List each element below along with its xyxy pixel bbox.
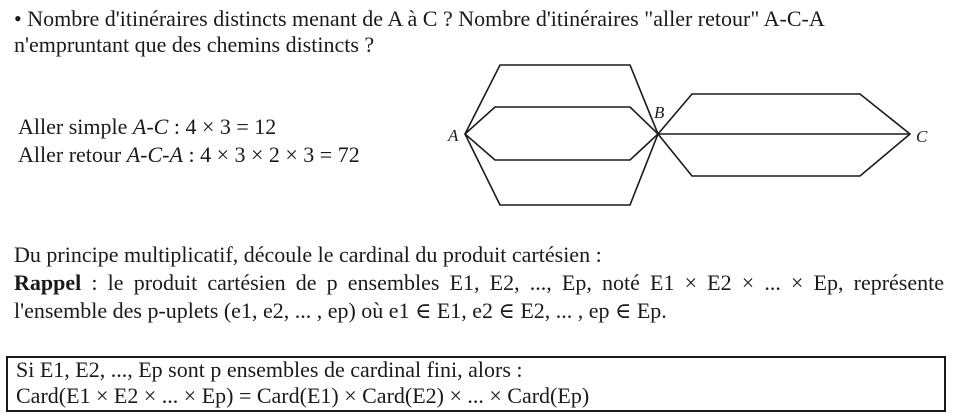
rappel-line-2: l'ensemble des p-uplets (e1, e2, ... , ep) où e1 ∈ E1, e2 ∈ E2, ... , ep ∈ Ep. <box>14 298 667 323</box>
answer-retour-formula: 4 × 3 × 2 × 3 = 72 <box>200 142 360 167</box>
answer-aller-retour <box>18 142 360 168</box>
question-line-2: n'empruntant que des chemins distincts ? <box>14 32 375 57</box>
paths-diagram <box>440 62 940 212</box>
path-a-b-outer <box>465 65 658 205</box>
answer-retour-label: Aller retour <box>18 142 127 167</box>
rappel-label: Rappel <box>14 270 82 295</box>
path-b-c-hexagon <box>658 94 910 176</box>
paths-b-to-c <box>658 94 910 176</box>
bullet: • <box>14 6 22 31</box>
point-b-label: B <box>654 103 665 122</box>
theorem-box <box>6 356 946 412</box>
theorem-line-2: Card(E1 × E2 × ... × Ep) = Card(E1) × Card(E2) × ... × Card(Ep) <box>16 383 590 408</box>
rappel-text: : le produit cartésien de p ensembles E1, E2, ..., Ep, noté E1 × E2 × ... × Ep, représente <box>81 270 944 295</box>
answer-aller-simple <box>18 114 276 140</box>
question-line-1 <box>14 6 825 32</box>
answer-simple-label: Aller simple <box>18 114 133 139</box>
rappel-line-1 <box>14 270 944 296</box>
path-a-b-inner <box>465 107 658 160</box>
theorem-line-1: Si E1, E2, ..., Ep sont p ensembles de cardinal fini, alors : <box>16 357 523 382</box>
answer-simple-route: A-C <box>132 114 169 139</box>
answer-retour-sep: : <box>182 142 201 167</box>
principle-intro: Du principe multiplicatif, découle le cardinal du produit cartésien : <box>14 242 602 267</box>
answer-simple-sep: : <box>168 114 186 139</box>
question-text-1: Nombre d'itinéraires distincts menant de A à C ? Nombre d'itinéraires "aller retour" A-C-A <box>27 6 825 31</box>
point-c-label: C <box>916 127 928 146</box>
point-a-label: A <box>448 126 459 145</box>
answer-simple-formula: 4 × 3 = 12 <box>185 114 277 139</box>
answer-retour-route: A-C-A <box>126 142 183 167</box>
paths-a-to-b <box>465 65 658 205</box>
